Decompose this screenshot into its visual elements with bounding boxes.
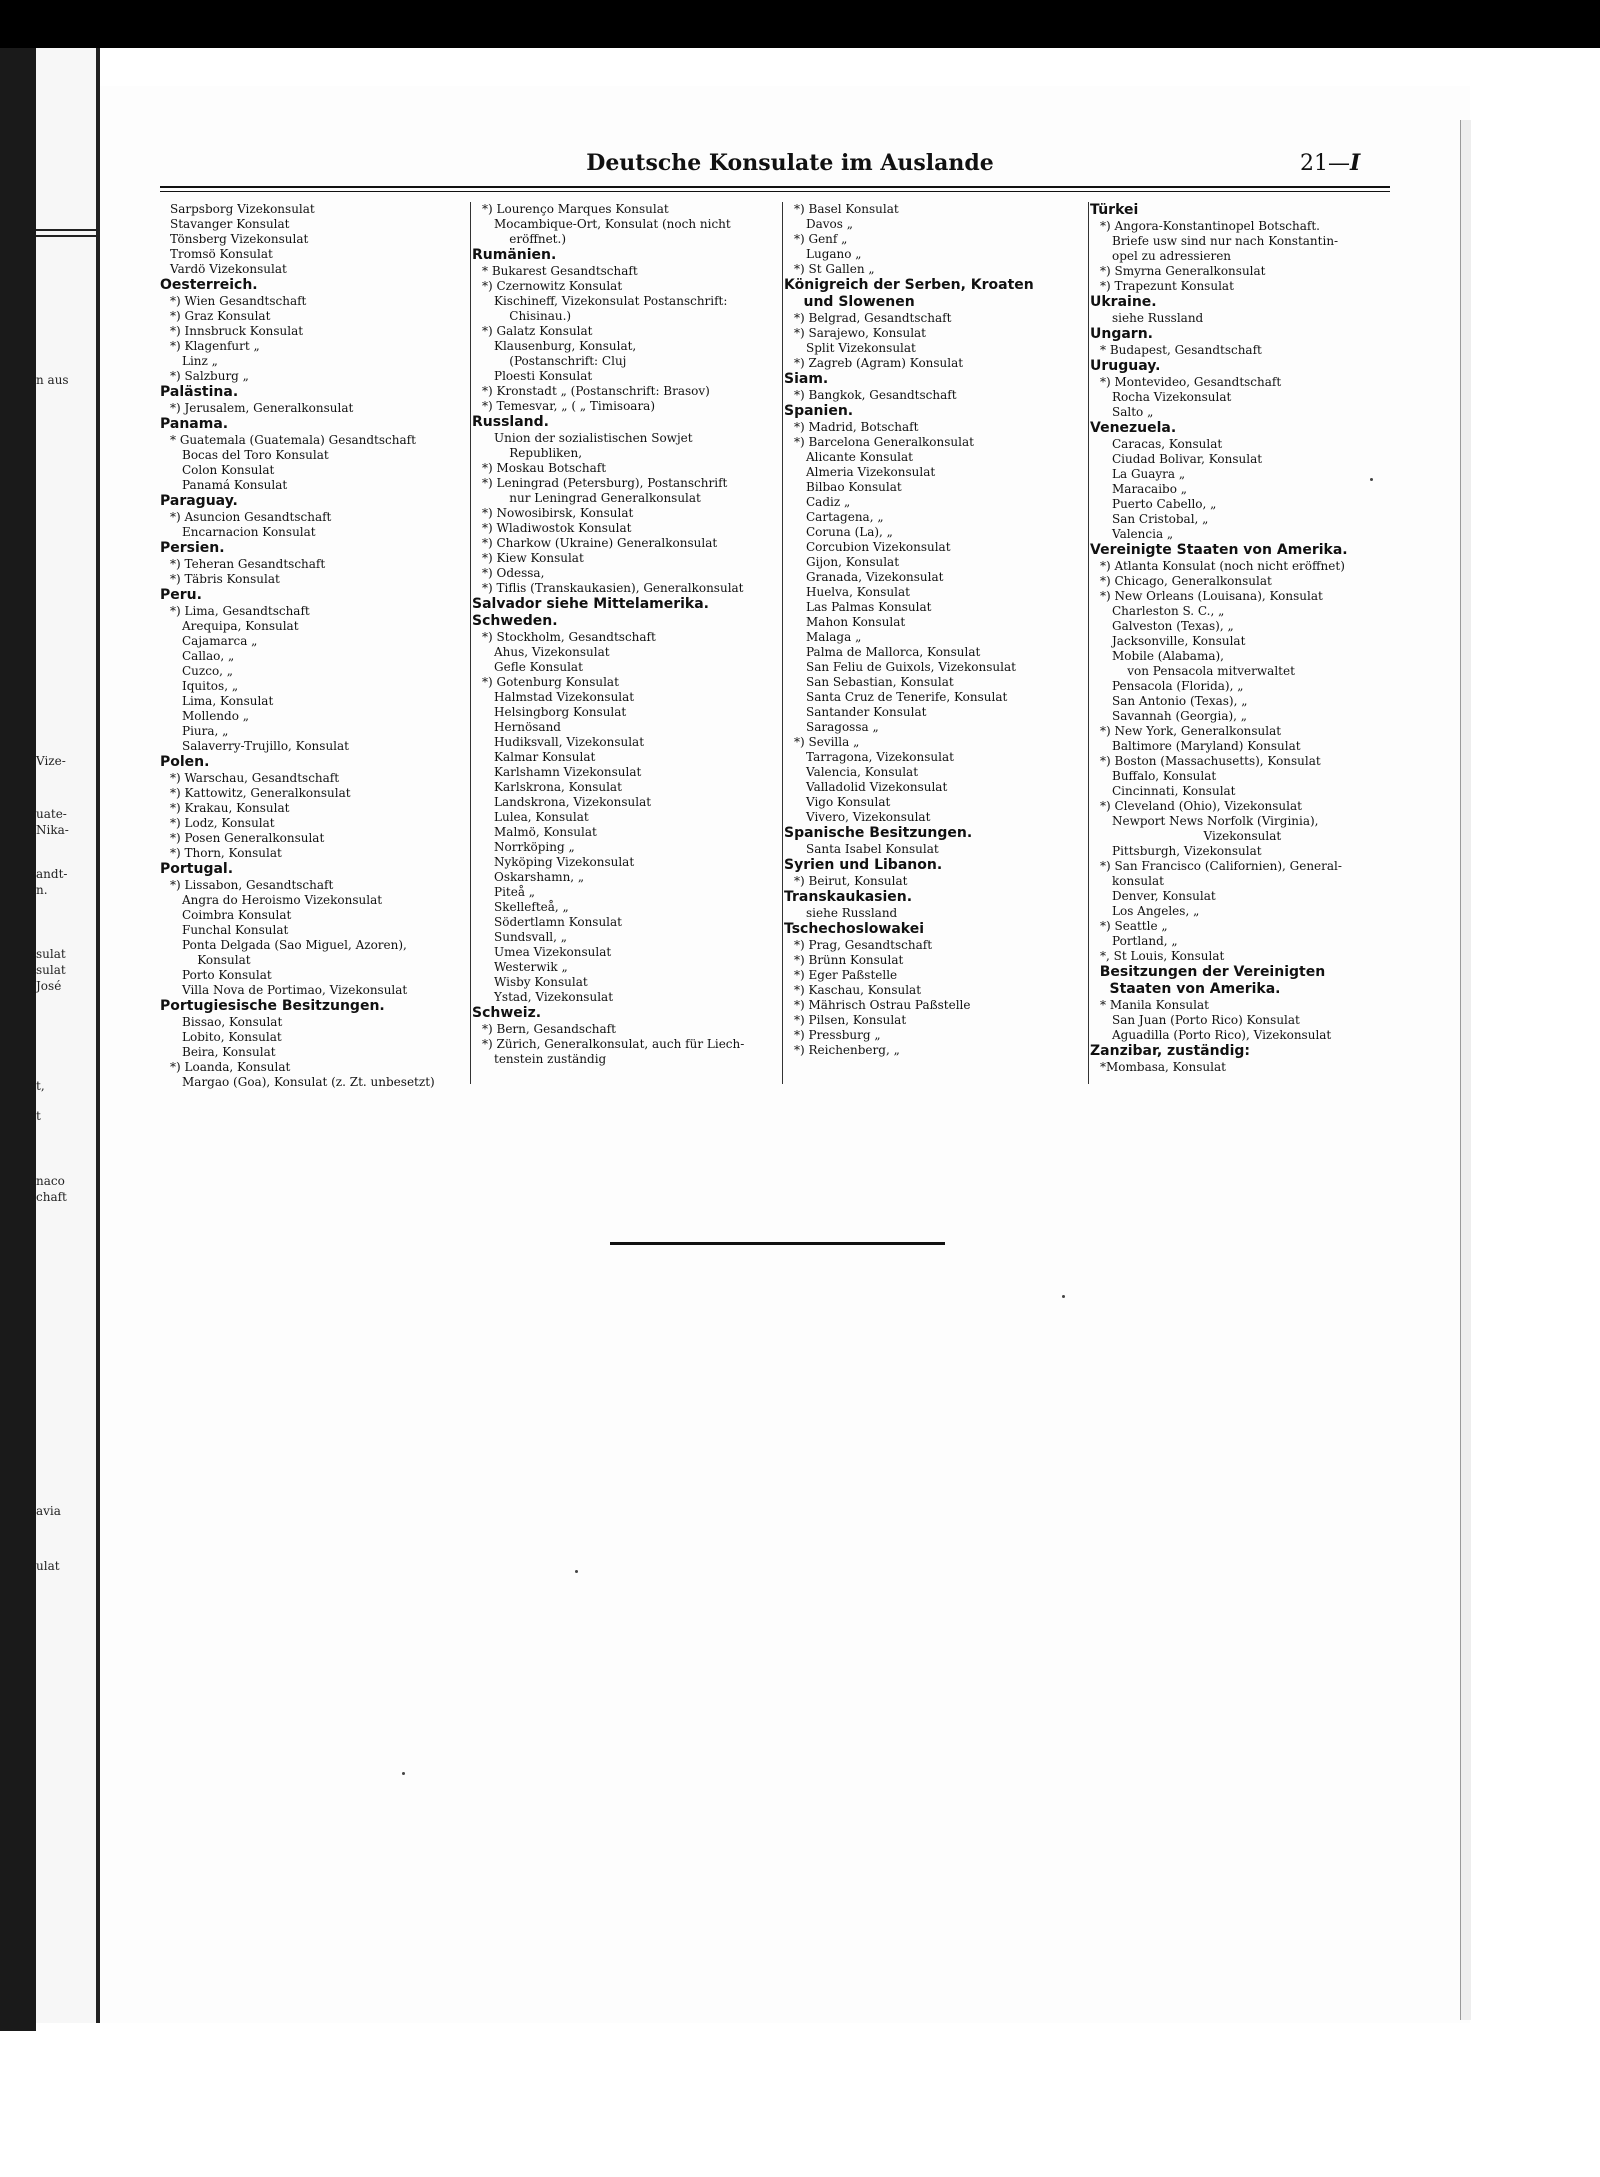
consulate-entry: Kalmar Konsulat	[494, 750, 596, 764]
consulate-entry: Valencia „	[1112, 527, 1174, 541]
header-rule	[160, 186, 1390, 188]
consulate-entry: Galveston (Texas), „	[1112, 619, 1234, 633]
consulate-entry: Lulea, Konsulat	[494, 810, 589, 824]
consulate-entry: Charleston S. C., „	[1112, 604, 1225, 618]
consulate-entry: *) Galatz Konsulat	[482, 324, 593, 338]
consulate-entry: *) Reichenberg, „	[794, 1043, 900, 1057]
consulate-entry: Santa Cruz de Tenerife, Konsulat	[806, 690, 1008, 704]
country-heading: Salvador siehe Mittelamerika.	[472, 596, 710, 612]
consulate-entry: *) Krakau, Konsulat	[170, 801, 290, 815]
consulate-entry: *) Wien Gesandtschaft	[170, 294, 307, 308]
consulate-entry: *) Seattle „	[1100, 919, 1168, 933]
consulate-entry: *) Charkow (Ukraine) Generalkonsulat	[482, 536, 718, 550]
consulate-entry: Helsingborg Konsulat	[494, 705, 627, 719]
consulate-entry: Pittsburgh, Vizekonsulat	[1112, 844, 1262, 858]
previous-page-text-fragment: avia	[36, 1504, 61, 1518]
consulate-entry: Caracas, Konsulat	[1112, 437, 1223, 451]
consulate-entry: San Cristobal, „	[1112, 512, 1209, 526]
consulate-entry: Valladolid Vizekonsulat	[806, 780, 948, 794]
consulate-entry: Piura, „	[182, 724, 229, 738]
consulate-entry: Los Angeles, „	[1112, 904, 1200, 918]
consulate-entry: *) Chicago, Generalkonsulat	[1100, 574, 1272, 588]
consulate-entry: Mollendo „	[182, 709, 249, 723]
country-heading: Schweiz.	[472, 1005, 542, 1021]
consulate-entry: Tarragona, Vizekonsulat	[806, 750, 954, 764]
consulate-entry: nur Leningrad Generalkonsulat	[494, 491, 701, 505]
consulate-entry: Las Palmas Konsulat	[806, 600, 932, 614]
consulate-entry: Aguadilla (Porto Rico), Vizekonsulat	[1112, 1028, 1332, 1042]
consulate-entry: *) Odessa,	[482, 566, 545, 580]
consulate-entry: Norrköping „	[494, 840, 575, 854]
consulate-entry: Iquitos, „	[182, 679, 239, 693]
consulate-entry: Karlskrona, Konsulat	[494, 780, 622, 794]
consulate-entry: Södertlamn Konsulat	[494, 915, 622, 929]
consulate-entry: Konsulat	[182, 953, 251, 967]
country-heading: und Slowenen	[784, 294, 915, 310]
consulate-entry: *) Genf „	[794, 232, 848, 246]
consulate-entry: Savannah (Georgia), „	[1112, 709, 1247, 723]
consulate-entry: Bissao, Konsulat	[182, 1015, 283, 1029]
consulate-entry: Cajamarca „	[182, 634, 258, 648]
consulate-entry: La Guayra „	[1112, 467, 1186, 481]
consulate-entry: Kischineff, Vizekonsulat Postanschrift:	[494, 294, 728, 308]
country-heading: Oesterreich.	[160, 277, 258, 293]
consulate-entry: Hernösand	[494, 720, 561, 734]
consulate-entry: Lugano „	[806, 247, 862, 261]
consulate-entry: Cuzco, „	[182, 664, 234, 678]
consulate-entry: *) Prag, Gesandtschaft	[794, 938, 933, 952]
consulate-entry: San Juan (Porto Rico) Konsulat	[1112, 1013, 1300, 1027]
consulate-entry: Split Vizekonsulat	[806, 341, 916, 355]
print-speck	[1370, 478, 1373, 481]
consulate-entry: Davos „	[806, 217, 853, 231]
country-heading: Spanien.	[784, 403, 854, 419]
page-number-main: 21—	[1300, 151, 1350, 176]
consulate-entry: von Pensacola mitverwaltet	[1112, 664, 1295, 678]
country-heading: Rumänien.	[472, 247, 557, 263]
consulate-entry: Saragossa „	[806, 720, 879, 734]
consulate-entry: *) Bangkok, Gesandtschaft	[794, 388, 957, 402]
country-heading: Königreich der Serben, Kroaten	[784, 277, 1034, 293]
consulate-entry: Arequipa, Konsulat	[182, 619, 299, 633]
consulate-entry: *) San Francisco (Californien), General-	[1100, 859, 1342, 873]
country-heading: Paraguay.	[160, 493, 238, 509]
consulate-entry: *) Pilsen, Konsulat	[794, 1013, 907, 1027]
consulate-entry: Lobito, Konsulat	[182, 1030, 282, 1044]
consulate-entry: Denver, Konsulat	[1112, 889, 1216, 903]
page-right-edge	[1460, 120, 1471, 2020]
consulate-entry: Cincinnati, Konsulat	[1112, 784, 1236, 798]
country-heading: Zanzibar, zuständig:	[1090, 1043, 1251, 1059]
consulate-entry: *) Wladiwostok Konsulat	[482, 521, 632, 535]
country-heading: Türkei	[1090, 202, 1139, 218]
consulate-entry: Margao (Goa), Konsulat (z. Zt. unbesetzt)	[182, 1075, 435, 1089]
consulate-entry: *) Jerusalem, Generalkonsulat	[170, 401, 354, 415]
consulate-entry: Mahon Konsulat	[806, 615, 906, 629]
country-heading: Polen.	[160, 754, 210, 770]
previous-page-text-fragment: n.	[36, 883, 48, 897]
consulate-entry: Piteå „	[494, 885, 536, 899]
consulate-entry: *) Innsbruck Konsulat	[170, 324, 304, 338]
consulate-entry: *) Angora-Konstantinopel Botschaft.	[1100, 219, 1320, 233]
consulate-entry: Bilbao Konsulat	[806, 480, 902, 494]
consulate-entry: *) Sevilla „	[794, 735, 860, 749]
consulate-entry: *) Trapezunt Konsulat	[1100, 279, 1234, 293]
consulate-entry: Malaga „	[806, 630, 862, 644]
consulate-entry: *) Lourenço Marques Konsulat	[482, 202, 669, 216]
consulate-entry: Huelva, Konsulat	[806, 585, 910, 599]
consulate-entry: Cartagena, „	[806, 510, 884, 524]
consulate-entry: Maracaibo „	[1112, 482, 1187, 496]
consulate-entry: *) Beirut, Konsulat	[794, 874, 908, 888]
previous-page-text-fragment: t	[36, 1109, 41, 1123]
consulate-entry: *) Czernowitz Konsulat	[482, 279, 623, 293]
country-heading: Transkaukasien.	[784, 889, 913, 905]
consulate-entry: *) Asuncion Gesandtschaft	[170, 510, 332, 524]
consulate-entry: Palma de Mallorca, Konsulat	[806, 645, 981, 659]
consulate-entry: Santa Isabel Konsulat	[806, 842, 939, 856]
consulate-entry: *) Gotenburg Konsulat	[482, 675, 619, 689]
consulate-entry: *) Smyrna Generalkonsulat	[1100, 264, 1266, 278]
previous-page-text-fragment: chaft	[36, 1190, 67, 1204]
consulate-entry: Bocas del Toro Konsulat	[182, 448, 329, 462]
previous-page-text-fragment: naco	[36, 1174, 65, 1188]
consulate-entry: *) Temesvar, „ ( „ Timisoara)	[482, 399, 656, 413]
consulate-entry: *) Brünn Konsulat	[794, 953, 904, 967]
column-divider	[1088, 202, 1089, 1084]
consulate-entry: Mocambique-Ort, Konsulat (noch nicht	[494, 217, 731, 231]
previous-page-text-fragment: andt-	[36, 867, 68, 881]
consulate-entry: *) Lissabon, Gesandtschaft	[170, 878, 334, 892]
country-heading: Ukraine.	[1090, 294, 1157, 310]
consulate-entry: *) Moskau Botschaft	[482, 461, 607, 475]
consulate-entry: San Feliu de Guixols, Vizekonsulat	[806, 660, 1016, 674]
previous-page-rule	[36, 229, 96, 237]
consulate-entry: Westerwik „	[494, 960, 568, 974]
country-heading: Schweden.	[472, 613, 558, 629]
consulate-entry: *) Pressburg „	[794, 1028, 881, 1042]
consulate-entry: siehe Russland	[1112, 311, 1204, 325]
country-heading: Tschechoslowakei	[784, 921, 925, 937]
consulate-entry: Colon Konsulat	[182, 463, 275, 477]
consulate-entry: Tönsberg Vizekonsulat	[170, 232, 309, 246]
end-rule	[610, 1242, 945, 1245]
consulate-entry: *) Sarajewo, Konsulat	[794, 326, 927, 340]
print-speck	[1062, 1295, 1065, 1298]
consulate-entry: Wisby Konsulat	[494, 975, 588, 989]
consulate-entry: Angra do Heroismo Vizekonsulat	[182, 893, 383, 907]
country-heading: Vereinigte Staaten von Amerika.	[1090, 542, 1348, 558]
consulate-entry: *) Montevideo, Gesandtschaft	[1100, 375, 1282, 389]
consulate-entry: Ystad, Vizekonsulat	[494, 990, 614, 1004]
previous-page-strip	[36, 48, 100, 2023]
consulate-entry: * Manila Konsulat	[1100, 998, 1209, 1012]
consulate-entry: Almeria Vizekonsulat	[806, 465, 936, 479]
consulate-entry: *) Zürich, Generalkonsulat, auch für Liech-	[482, 1037, 745, 1051]
consulate-entry: Ponta Delgada (Sao Miguel, Azoren),	[182, 938, 407, 952]
column-divider	[782, 202, 783, 1084]
consulate-entry: *) Loanda, Konsulat	[170, 1060, 291, 1074]
consulate-entry: opel zu adressieren	[1112, 249, 1232, 263]
consulate-entry: *) Bern, Gesandschaft	[482, 1022, 616, 1036]
country-heading: Uruguay.	[1090, 358, 1161, 374]
print-speck	[575, 1570, 578, 1573]
country-heading: Besitzungen der Vereinigten	[1090, 964, 1326, 980]
consulate-entry: *) Mährisch Ostrau Paßstelle	[794, 998, 971, 1012]
country-heading: Portugal.	[160, 861, 234, 877]
consulate-entry: Linz „	[182, 354, 218, 368]
consulate-entry: Vivero, Vizekonsulat	[806, 810, 931, 824]
consulate-entry: *) Teheran Gesandtschaft	[170, 557, 326, 571]
consulate-entry: Santander Konsulat	[806, 705, 927, 719]
consulate-entry: Halmstad Vizekonsulat	[494, 690, 635, 704]
consulate-entry: *) Täbris Konsulat	[170, 572, 280, 586]
consulate-entry: Panamá Konsulat	[182, 478, 288, 492]
consulate-entry: Callao, „	[182, 649, 235, 663]
consulate-entry: *) Lodz, Konsulat	[170, 816, 275, 830]
consulate-entry: Republiken,	[494, 446, 583, 460]
column-3	[784, 202, 1084, 1058]
column-1	[160, 202, 460, 1090]
country-heading: Russland.	[472, 414, 549, 430]
consulate-entry: *Mombasa, Konsulat	[1100, 1060, 1226, 1074]
page-title: Deutsche Konsulate im Auslande	[586, 150, 994, 176]
consulate-entry: Portland, „	[1112, 934, 1178, 948]
consulate-entry: Oskarshamn, „	[494, 870, 585, 884]
consulate-entry: Pensacola (Florida), „	[1112, 679, 1244, 693]
consulate-entry: * Budapest, Gesandtschaft	[1100, 343, 1262, 357]
page-number-suffix: I	[1350, 150, 1361, 176]
consulate-entry: *) Barcelona Generalkonsulat	[794, 435, 974, 449]
consulate-entry: Skellefteå, „	[494, 900, 569, 914]
scanner-top-bar	[0, 0, 1600, 48]
country-heading: Ungarn.	[1090, 326, 1153, 342]
consulate-entry: Mobile (Alabama),	[1112, 649, 1224, 663]
consulate-entry: tenstein zuständig	[494, 1052, 607, 1066]
consulate-entry: *) Salzburg „	[170, 369, 249, 383]
previous-page-text-fragment: ulat	[36, 1559, 60, 1573]
consulate-entry: Tromsö Konsulat	[170, 247, 273, 261]
consulate-entry: Puerto Cabello, „	[1112, 497, 1217, 511]
consulate-entry: Buffalo, Konsulat	[1112, 769, 1217, 783]
consulate-entry: *) Posen Generalkonsulat	[170, 831, 325, 845]
consulate-entry: *) Kronstadt „ (Postanschrift: Brasov)	[482, 384, 710, 398]
previous-page-text-fragment: Nika-	[36, 823, 69, 837]
column-4	[1090, 202, 1390, 1075]
consulate-entry: * Guatemala (Guatemala) Gesandtschaft	[170, 433, 416, 447]
consulate-entry: Malmö, Konsulat	[494, 825, 597, 839]
previous-page-text-fragment: José	[36, 979, 62, 993]
consulate-entry: Granada, Vizekonsulat	[806, 570, 944, 584]
consulate-entry: siehe Russland	[806, 906, 898, 920]
consulate-entry: *) Nowosibirsk, Konsulat	[482, 506, 634, 520]
country-heading: Portugiesische Besitzungen.	[160, 998, 385, 1014]
consulate-entry: Newport News Norfolk (Virginia),	[1112, 814, 1319, 828]
consulate-entry: *) Leningrad (Petersburg), Postanschrift	[482, 476, 728, 490]
consulate-entry: Jacksonville, Konsulat	[1112, 634, 1246, 648]
consulate-entry: Ahus, Vizekonsulat	[494, 645, 610, 659]
previous-page-text-fragment: Vize-	[36, 754, 66, 768]
consulate-entry: Landskrona, Vizekonsulat	[494, 795, 652, 809]
column-divider	[470, 202, 471, 1084]
consulate-entry: Ciudad Bolivar, Konsulat	[1112, 452, 1263, 466]
consulate-entry: Gefle Konsulat	[494, 660, 583, 674]
consulate-entry: Vizekonsulat	[1112, 829, 1282, 843]
country-heading: Spanische Besitzungen.	[784, 825, 973, 841]
consulate-entry: Vardö Vizekonsulat	[170, 262, 287, 276]
scanner-left-band	[0, 48, 36, 2031]
consulate-entry: *) Boston (Massachusetts), Konsulat	[1100, 754, 1321, 768]
consulate-entry: *) St Gallen „	[794, 262, 875, 276]
consulate-entry: Stavanger Konsulat	[170, 217, 290, 231]
consulate-entry: Cadiz „	[806, 495, 851, 509]
consulate-entry: Rocha Vizekonsulat	[1112, 390, 1232, 404]
consulate-entry: * Bukarest Gesandtschaft	[482, 264, 638, 278]
consulate-entry: *) Belgrad, Gesandtschaft	[794, 311, 952, 325]
consulate-entry: Coruna (La), „	[806, 525, 893, 539]
consulate-entry: Corcubion Vizekonsulat	[806, 540, 951, 554]
country-heading: Syrien und Libanon.	[784, 857, 943, 873]
column-2	[472, 202, 772, 1067]
consulate-entry: Baltimore (Maryland) Konsulat	[1112, 739, 1301, 753]
consulate-entry: *) Basel Konsulat	[794, 202, 899, 216]
consulate-entry: Vigo Konsulat	[806, 795, 891, 809]
previous-page-text-fragment: uate-	[36, 807, 67, 821]
consulate-entry: Encarnacion Konsulat	[182, 525, 316, 539]
header-rule-thin	[160, 191, 1390, 192]
country-heading: Palästina.	[160, 384, 239, 400]
print-speck	[402, 1772, 405, 1775]
consulate-entry: *) New Orleans (Louisana), Konsulat	[1100, 589, 1323, 603]
consulate-entry: *) Kaschau, Konsulat	[794, 983, 922, 997]
consulate-entry: *) Kiew Konsulat	[482, 551, 584, 565]
consulate-entry: *) Madrid, Botschaft	[794, 420, 919, 434]
consulate-entry: konsulat	[1112, 874, 1164, 888]
consulate-entry: *) Cleveland (Ohio), Vizekonsulat	[1100, 799, 1302, 813]
consulate-entry: *) Kattowitz, Generalkonsulat	[170, 786, 351, 800]
consulate-entry: San Antonio (Texas), „	[1112, 694, 1248, 708]
consulate-entry: Salto „	[1112, 405, 1154, 419]
consulate-entry: Funchal Konsulat	[182, 923, 289, 937]
consulate-entry: *) Graz Konsulat	[170, 309, 271, 323]
consulate-entry: Gijon, Konsulat	[806, 555, 900, 569]
consulate-entry: Briefe usw sind nur nach Konstantin-	[1112, 234, 1339, 248]
consulate-entry: Chisinau.)	[494, 309, 572, 323]
consulate-entry: *) Eger Paßstelle	[794, 968, 898, 982]
consulate-entry: Hudiksvall, Vizekonsulat	[494, 735, 645, 749]
previous-page-text-fragment: sulat	[36, 947, 66, 961]
consulate-entry: eröffnet.)	[494, 232, 566, 246]
country-heading: Staaten von Amerika.	[1090, 981, 1281, 997]
consulate-entry: Villa Nova de Portimao, Vizekonsulat	[182, 983, 408, 997]
consulate-entry: Lima, Konsulat	[182, 694, 274, 708]
consulate-entry: Porto Konsulat	[182, 968, 272, 982]
consulate-entry: *) Warschau, Gesandtschaft	[170, 771, 340, 785]
previous-page-text-fragment: sulat	[36, 963, 66, 977]
consulate-entry: San Sebastian, Konsulat	[806, 675, 954, 689]
consulate-entry: Nyköping Vizekonsulat	[494, 855, 635, 869]
country-heading: Peru.	[160, 587, 202, 603]
previous-page-text-fragment: t,	[36, 1079, 45, 1093]
consulate-entry: Klausenburg, Konsulat,	[494, 339, 637, 353]
consulate-entry: Coimbra Konsulat	[182, 908, 292, 922]
consulate-entry: *) New York, Generalkonsulat	[1100, 724, 1282, 738]
consulate-entry: *) Klagenfurt „	[170, 339, 260, 353]
consulate-entry: Union der sozialistischen Sowjet	[494, 431, 693, 445]
consulate-entry: Valencia, Konsulat	[806, 765, 919, 779]
consulate-entry: Karlshamn Vizekonsulat	[494, 765, 642, 779]
consulate-entry: Salaverry-Trujillo, Konsulat	[182, 739, 349, 753]
consulate-entry: Alicante Konsulat	[806, 450, 913, 464]
consulate-entry: *) Stockholm, Gesandtschaft	[482, 630, 656, 644]
previous-page-text-fragment: n aus	[36, 373, 69, 387]
page-number	[1300, 150, 1360, 176]
consulate-entry: Beira, Konsulat	[182, 1045, 276, 1059]
consulate-entry: *) Atlanta Konsulat (noch nicht eröffnet)	[1100, 559, 1345, 573]
consulate-entry: *) Zagreb (Agram) Konsulat	[794, 356, 964, 370]
country-heading: Panama.	[160, 416, 229, 432]
consulate-entry: (Postanschrift: Cluj	[494, 354, 627, 368]
consulate-entry: Ploesti Konsulat	[494, 369, 593, 383]
consulate-entry: Sarpsborg Vizekonsulat	[170, 202, 315, 216]
consulate-entry: *) Thorn, Konsulat	[170, 846, 282, 860]
country-heading: Siam.	[784, 371, 829, 387]
consulate-entry: Umea Vizekonsulat	[494, 945, 612, 959]
consulate-entry: *) Tiflis (Transkaukasien), Generalkonsulat	[482, 581, 744, 595]
consulate-entry: Sundsvall, „	[494, 930, 567, 944]
country-heading: Venezuela.	[1090, 420, 1177, 436]
consulate-entry: *, St Louis, Konsulat	[1100, 949, 1225, 963]
consulate-entry: *) Lima, Gesandtschaft	[170, 604, 310, 618]
country-heading: Persien.	[160, 540, 225, 556]
